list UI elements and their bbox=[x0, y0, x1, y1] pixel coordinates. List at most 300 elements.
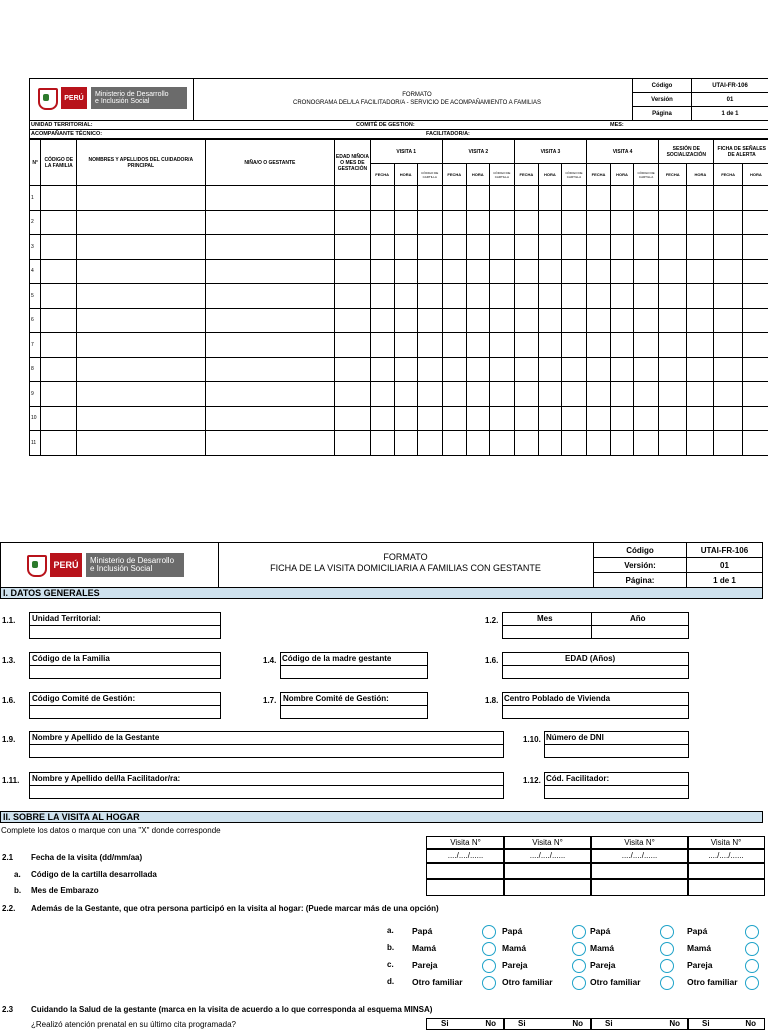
table-cell[interactable] bbox=[41, 259, 77, 284]
dni-field[interactable] bbox=[544, 744, 689, 758]
edad-label: EDAD (Años) bbox=[565, 654, 615, 663]
table-cell[interactable] bbox=[442, 259, 466, 284]
table-cell[interactable] bbox=[714, 333, 742, 358]
table-cell[interactable] bbox=[489, 406, 514, 431]
table-cell[interactable] bbox=[489, 333, 514, 358]
subheader-fecha: FECHA bbox=[442, 164, 466, 186]
form2-title-block bbox=[218, 552, 593, 574]
table-cell[interactable] bbox=[742, 357, 768, 382]
table-cell[interactable] bbox=[687, 284, 714, 309]
nombre-comite-field[interactable] bbox=[280, 705, 428, 719]
table-cell[interactable] bbox=[514, 406, 538, 431]
table-cell[interactable] bbox=[205, 186, 335, 211]
option-radio[interactable] bbox=[482, 925, 496, 939]
otra-persona-question: Además de la Gestante, que otra persona participó en la visita al hogar: (Puede marcar más de una opción) bbox=[31, 904, 439, 913]
form1-info-row2 bbox=[29, 130, 768, 139]
table-cell[interactable] bbox=[611, 259, 634, 284]
table-cell[interactable] bbox=[370, 235, 394, 260]
visita-field[interactable] bbox=[426, 878, 505, 896]
table-cell[interactable] bbox=[634, 382, 659, 407]
table-cell[interactable] bbox=[742, 186, 768, 211]
table-cell[interactable] bbox=[335, 382, 371, 407]
table-cell[interactable] bbox=[538, 308, 561, 333]
table-cell[interactable] bbox=[466, 308, 489, 333]
option-radio[interactable] bbox=[745, 925, 759, 939]
option-label: Mamá bbox=[590, 943, 614, 953]
table-cell[interactable] bbox=[77, 357, 206, 382]
table-cell[interactable] bbox=[714, 406, 742, 431]
meta-key: Versión bbox=[633, 93, 692, 107]
table-row bbox=[30, 382, 768, 407]
table-cell[interactable] bbox=[335, 259, 371, 284]
table-cell[interactable] bbox=[634, 210, 659, 235]
table-cell[interactable] bbox=[335, 406, 371, 431]
table-cell[interactable] bbox=[466, 235, 489, 260]
table-cell[interactable] bbox=[394, 210, 417, 235]
table-cell[interactable] bbox=[77, 186, 206, 211]
table-cell[interactable] bbox=[611, 235, 634, 260]
table-cell[interactable] bbox=[442, 431, 466, 456]
table-cell[interactable] bbox=[370, 333, 394, 358]
table-row bbox=[30, 186, 768, 211]
table-cell[interactable] bbox=[561, 186, 586, 211]
table-cell[interactable] bbox=[77, 431, 206, 456]
table-cell[interactable] bbox=[466, 210, 489, 235]
table-cell[interactable] bbox=[394, 186, 417, 211]
table-cell[interactable] bbox=[687, 431, 714, 456]
option-radio[interactable] bbox=[482, 959, 496, 973]
table-cell[interactable] bbox=[561, 235, 586, 260]
table-cell[interactable] bbox=[687, 235, 714, 260]
table-cell[interactable] bbox=[611, 431, 634, 456]
table-cell[interactable] bbox=[714, 210, 742, 235]
table-cell[interactable] bbox=[714, 308, 742, 333]
table-cell[interactable] bbox=[394, 431, 417, 456]
table-cell[interactable] bbox=[41, 382, 77, 407]
table-cell[interactable] bbox=[687, 259, 714, 284]
fecha-visita-field[interactable]: ..../..../...... bbox=[687, 848, 765, 864]
option-label: Pareja bbox=[590, 960, 616, 970]
table-cell[interactable] bbox=[489, 186, 514, 211]
table-cell[interactable] bbox=[370, 406, 394, 431]
table-cell[interactable] bbox=[466, 431, 489, 456]
table-cell[interactable] bbox=[611, 210, 634, 235]
table-cell[interactable] bbox=[442, 210, 466, 235]
table-cell[interactable] bbox=[742, 431, 768, 456]
table-cell[interactable] bbox=[659, 431, 687, 456]
table-cell[interactable] bbox=[41, 357, 77, 382]
table-cell[interactable] bbox=[514, 210, 538, 235]
table-cell[interactable] bbox=[442, 382, 466, 407]
si-label: Si bbox=[605, 1019, 613, 1028]
table-cell[interactable] bbox=[370, 382, 394, 407]
table-cell[interactable] bbox=[394, 333, 417, 358]
table-cell[interactable] bbox=[714, 186, 742, 211]
table-cell[interactable] bbox=[659, 382, 687, 407]
table-cell[interactable] bbox=[687, 308, 714, 333]
table-cell[interactable] bbox=[714, 431, 742, 456]
table-cell[interactable] bbox=[659, 284, 687, 309]
table-cell[interactable] bbox=[611, 186, 634, 211]
table-cell[interactable] bbox=[538, 235, 561, 260]
table-cell[interactable] bbox=[489, 357, 514, 382]
table-cell[interactable] bbox=[205, 333, 335, 358]
table-cell[interactable] bbox=[611, 406, 634, 431]
table-cell[interactable] bbox=[417, 308, 442, 333]
table-cell[interactable] bbox=[659, 235, 687, 260]
table-cell[interactable] bbox=[634, 333, 659, 358]
table-cell[interactable] bbox=[205, 308, 335, 333]
table-cell[interactable] bbox=[659, 357, 687, 382]
table-cell[interactable] bbox=[394, 284, 417, 309]
item-number: 1.1. bbox=[2, 616, 15, 625]
table-cell[interactable] bbox=[335, 308, 371, 333]
table-cell[interactable] bbox=[687, 406, 714, 431]
col-header-nino: NIÑA/O O GESTANTE bbox=[205, 140, 335, 186]
table-cell[interactable] bbox=[466, 186, 489, 211]
table-cell[interactable] bbox=[538, 406, 561, 431]
option-radio[interactable] bbox=[572, 976, 586, 990]
table-cell[interactable] bbox=[634, 406, 659, 431]
codigo-madre-field[interactable] bbox=[280, 665, 428, 679]
table-cell[interactable] bbox=[742, 382, 768, 407]
table-cell[interactable] bbox=[335, 357, 371, 382]
table-cell[interactable] bbox=[335, 186, 371, 211]
anio-label-box bbox=[591, 612, 689, 626]
table-cell[interactable] bbox=[687, 357, 714, 382]
si-no-cell bbox=[503, 1018, 592, 1030]
form1-formato: FORMATO bbox=[193, 91, 641, 99]
table-cell[interactable] bbox=[687, 333, 714, 358]
table-cell[interactable] bbox=[77, 333, 206, 358]
table-cell[interactable] bbox=[659, 210, 687, 235]
cronograma-rows bbox=[30, 186, 768, 456]
table-row bbox=[30, 259, 768, 284]
table-cell[interactable] bbox=[370, 186, 394, 211]
table-cell[interactable] bbox=[335, 235, 371, 260]
table-cell[interactable] bbox=[514, 308, 538, 333]
table-cell[interactable] bbox=[77, 235, 206, 260]
table-cell[interactable] bbox=[41, 284, 77, 309]
table-cell[interactable] bbox=[417, 431, 442, 456]
table-cell[interactable] bbox=[466, 406, 489, 431]
table-cell[interactable] bbox=[489, 210, 514, 235]
table-cell[interactable] bbox=[417, 186, 442, 211]
table-cell[interactable] bbox=[561, 259, 586, 284]
option-radio[interactable] bbox=[572, 925, 586, 939]
table-cell[interactable] bbox=[742, 406, 768, 431]
nombre-gestante-field[interactable] bbox=[29, 744, 504, 758]
centro-poblado-field[interactable] bbox=[502, 705, 689, 719]
table-cell[interactable] bbox=[687, 186, 714, 211]
option-label: Papá bbox=[412, 926, 432, 936]
visita-field[interactable] bbox=[590, 878, 689, 896]
table-cell[interactable] bbox=[538, 333, 561, 358]
unidad-territorial-field[interactable] bbox=[29, 625, 221, 639]
fecha-visita-field[interactable]: ..../..../...... bbox=[590, 848, 689, 864]
table-cell[interactable] bbox=[394, 259, 417, 284]
unidad-territorial-label: Unidad Territorial: bbox=[32, 614, 101, 623]
table-cell[interactable] bbox=[611, 308, 634, 333]
table-cell[interactable] bbox=[659, 333, 687, 358]
table-cell[interactable] bbox=[442, 357, 466, 382]
table-cell[interactable] bbox=[205, 357, 335, 382]
fecha-visita-field[interactable]: ..../..../...... bbox=[503, 848, 592, 864]
table-cell[interactable] bbox=[205, 382, 335, 407]
visita-field[interactable] bbox=[687, 878, 765, 896]
table-cell[interactable] bbox=[417, 259, 442, 284]
codigo-familia-label-box bbox=[29, 652, 221, 666]
table-cell[interactable] bbox=[514, 357, 538, 382]
table-cell[interactable] bbox=[466, 357, 489, 382]
table-cell[interactable] bbox=[417, 333, 442, 358]
table-cell[interactable] bbox=[394, 357, 417, 382]
table-cell[interactable] bbox=[442, 284, 466, 309]
option-radio[interactable] bbox=[660, 976, 674, 990]
table-cell[interactable] bbox=[489, 284, 514, 309]
table-cell[interactable] bbox=[742, 235, 768, 260]
table-cell[interactable] bbox=[514, 431, 538, 456]
table-cell[interactable] bbox=[714, 259, 742, 284]
table-cell[interactable] bbox=[442, 186, 466, 211]
table-cell[interactable] bbox=[714, 235, 742, 260]
table-cell[interactable] bbox=[561, 406, 586, 431]
table-cell[interactable] bbox=[587, 308, 611, 333]
table-cell[interactable] bbox=[538, 259, 561, 284]
option-radio[interactable] bbox=[660, 925, 674, 939]
table-cell[interactable] bbox=[417, 284, 442, 309]
table-cell[interactable] bbox=[659, 186, 687, 211]
table-cell[interactable] bbox=[370, 259, 394, 284]
table-cell[interactable] bbox=[714, 382, 742, 407]
table-cell[interactable] bbox=[489, 235, 514, 260]
subheader-hora: HORA bbox=[611, 164, 634, 186]
mes-embarazo-label: Mes de Embarazo bbox=[31, 886, 99, 895]
table-cell[interactable] bbox=[561, 308, 586, 333]
table-cell[interactable] bbox=[394, 406, 417, 431]
cod-facilitador-field[interactable] bbox=[544, 785, 689, 799]
item-number: 1.9. bbox=[2, 735, 15, 744]
table-cell[interactable] bbox=[587, 406, 611, 431]
codigo-comite-field[interactable] bbox=[29, 705, 221, 719]
table-cell[interactable] bbox=[335, 284, 371, 309]
instructions-text: Complete los datos o marque con una "X" donde corresponde bbox=[1, 826, 221, 835]
unidad-territorial-label-box bbox=[29, 612, 221, 626]
cod-facilitador-label-box bbox=[544, 772, 689, 786]
table-cell[interactable] bbox=[659, 259, 687, 284]
table-cell[interactable] bbox=[634, 357, 659, 382]
table-cell[interactable] bbox=[587, 284, 611, 309]
table-cell[interactable] bbox=[205, 210, 335, 235]
table-cell[interactable] bbox=[659, 308, 687, 333]
option-radio[interactable] bbox=[660, 942, 674, 956]
anio-field[interactable] bbox=[591, 625, 689, 639]
table-cell[interactable] bbox=[634, 431, 659, 456]
fecha-visita-field[interactable]: ..../..../...... bbox=[426, 848, 505, 864]
table-cell[interactable] bbox=[370, 308, 394, 333]
table-cell[interactable] bbox=[587, 357, 611, 382]
table-cell[interactable] bbox=[611, 284, 634, 309]
table-cell[interactable] bbox=[394, 382, 417, 407]
table-cell[interactable] bbox=[634, 235, 659, 260]
table-cell[interactable] bbox=[714, 284, 742, 309]
table-cell[interactable] bbox=[442, 406, 466, 431]
row-number: 11 bbox=[30, 431, 41, 456]
option-radio[interactable] bbox=[572, 942, 586, 956]
table-cell[interactable] bbox=[514, 333, 538, 358]
table-cell[interactable] bbox=[417, 357, 442, 382]
table-cell[interactable] bbox=[538, 284, 561, 309]
option-radio[interactable] bbox=[660, 959, 674, 973]
subheader-hora: HORA bbox=[394, 164, 417, 186]
table-cell[interactable] bbox=[205, 284, 335, 309]
peru-label: PERÚ bbox=[61, 87, 87, 109]
table-cell[interactable] bbox=[514, 259, 538, 284]
facilitador-label: FACILITADOR/A: bbox=[426, 131, 470, 137]
table-cell[interactable] bbox=[442, 333, 466, 358]
table-cell[interactable] bbox=[417, 406, 442, 431]
table-cell[interactable] bbox=[77, 259, 206, 284]
table-cell[interactable] bbox=[489, 308, 514, 333]
table-row bbox=[30, 357, 768, 382]
table-cell[interactable] bbox=[77, 406, 206, 431]
table-cell[interactable] bbox=[442, 308, 466, 333]
comite-label: COMITÉ DE GESTION: bbox=[356, 122, 415, 128]
table-cell[interactable] bbox=[335, 210, 371, 235]
table-cell[interactable] bbox=[41, 333, 77, 358]
option-radio[interactable] bbox=[572, 959, 586, 973]
visita-field[interactable] bbox=[503, 878, 592, 896]
table-cell[interactable] bbox=[587, 259, 611, 284]
table-cell[interactable] bbox=[77, 382, 206, 407]
table-cell[interactable] bbox=[587, 210, 611, 235]
atencion-prenatal-question: ¿Realizó atención prenatal en su último cita programada? bbox=[31, 1020, 236, 1029]
table-cell[interactable] bbox=[742, 259, 768, 284]
table-cell[interactable] bbox=[77, 284, 206, 309]
table-cell[interactable] bbox=[587, 382, 611, 407]
table-cell[interactable] bbox=[742, 284, 768, 309]
table-cell[interactable] bbox=[370, 431, 394, 456]
table-cell[interactable] bbox=[41, 431, 77, 456]
option-radio[interactable] bbox=[745, 942, 759, 956]
table-cell[interactable] bbox=[489, 431, 514, 456]
option-radio[interactable] bbox=[745, 959, 759, 973]
table-cell[interactable] bbox=[561, 431, 586, 456]
table-cell[interactable] bbox=[538, 186, 561, 211]
table-cell[interactable] bbox=[714, 357, 742, 382]
table-cell[interactable] bbox=[742, 210, 768, 235]
table-cell[interactable] bbox=[538, 431, 561, 456]
table-cell[interactable] bbox=[634, 284, 659, 309]
table-cell[interactable] bbox=[611, 333, 634, 358]
table-cell[interactable] bbox=[417, 235, 442, 260]
table-cell[interactable] bbox=[370, 284, 394, 309]
col-header-visita: VISITA 2 bbox=[442, 140, 514, 164]
subheader-cartilla: CÓDIGO DE CARTILLA bbox=[634, 164, 659, 186]
table-cell[interactable] bbox=[561, 284, 586, 309]
table-cell[interactable] bbox=[466, 284, 489, 309]
option-label: Papá bbox=[687, 926, 707, 936]
option-radio[interactable] bbox=[482, 976, 496, 990]
table-cell[interactable] bbox=[41, 235, 77, 260]
table-cell[interactable] bbox=[587, 186, 611, 211]
table-cell[interactable] bbox=[417, 210, 442, 235]
table-cell[interactable] bbox=[514, 186, 538, 211]
table-cell[interactable] bbox=[205, 235, 335, 260]
table-cell[interactable] bbox=[634, 308, 659, 333]
table-cell[interactable] bbox=[587, 431, 611, 456]
table-cell[interactable] bbox=[335, 431, 371, 456]
table-cell[interactable] bbox=[561, 210, 586, 235]
table-cell[interactable] bbox=[394, 308, 417, 333]
table-cell[interactable] bbox=[514, 284, 538, 309]
table-cell[interactable] bbox=[77, 210, 206, 235]
table-cell[interactable] bbox=[41, 186, 77, 211]
table-cell[interactable] bbox=[514, 235, 538, 260]
table-cell[interactable] bbox=[370, 210, 394, 235]
table-cell[interactable] bbox=[205, 259, 335, 284]
table-cell[interactable] bbox=[41, 406, 77, 431]
no-label: No bbox=[745, 1019, 756, 1028]
table-cell[interactable] bbox=[489, 259, 514, 284]
table-cell[interactable] bbox=[41, 210, 77, 235]
table-cell[interactable] bbox=[489, 382, 514, 407]
table-cell[interactable] bbox=[742, 333, 768, 358]
table-cell[interactable] bbox=[466, 333, 489, 358]
table-cell[interactable] bbox=[659, 406, 687, 431]
table-cell[interactable] bbox=[335, 333, 371, 358]
table-cell[interactable] bbox=[370, 357, 394, 382]
table-cell[interactable] bbox=[41, 308, 77, 333]
table-cell[interactable] bbox=[587, 333, 611, 358]
table-cell[interactable] bbox=[634, 186, 659, 211]
table-cell[interactable] bbox=[742, 308, 768, 333]
table-cell[interactable] bbox=[514, 382, 538, 407]
table-cell[interactable] bbox=[538, 357, 561, 382]
table-cell[interactable] bbox=[205, 406, 335, 431]
table-cell[interactable] bbox=[561, 357, 586, 382]
table-cell[interactable] bbox=[561, 382, 586, 407]
table-cell[interactable] bbox=[417, 382, 442, 407]
table-cell[interactable] bbox=[442, 235, 466, 260]
table-cell[interactable] bbox=[687, 210, 714, 235]
table-cell[interactable] bbox=[634, 259, 659, 284]
table-cell[interactable] bbox=[611, 382, 634, 407]
mes-field[interactable] bbox=[502, 625, 592, 639]
table-cell[interactable] bbox=[538, 382, 561, 407]
table-cell[interactable] bbox=[466, 259, 489, 284]
option-radio[interactable] bbox=[482, 942, 496, 956]
ministry-name bbox=[91, 87, 187, 109]
table-cell[interactable] bbox=[466, 382, 489, 407]
table-cell[interactable] bbox=[538, 210, 561, 235]
table-cell[interactable] bbox=[687, 382, 714, 407]
table-cell[interactable] bbox=[611, 357, 634, 382]
table-cell[interactable] bbox=[77, 308, 206, 333]
option-radio[interactable] bbox=[745, 976, 759, 990]
table-cell[interactable] bbox=[561, 333, 586, 358]
table-cell[interactable] bbox=[587, 235, 611, 260]
table-cell[interactable] bbox=[394, 235, 417, 260]
form1-title-block bbox=[193, 91, 641, 107]
edad-field[interactable] bbox=[502, 665, 689, 679]
row-number: 7 bbox=[30, 333, 41, 358]
table-cell[interactable] bbox=[205, 431, 335, 456]
cronograma-table bbox=[29, 139, 768, 456]
nombre-facilitador-field[interactable] bbox=[29, 785, 504, 799]
codigo-familia-field[interactable] bbox=[29, 665, 221, 679]
dni-label: Número de DNI bbox=[546, 733, 604, 742]
